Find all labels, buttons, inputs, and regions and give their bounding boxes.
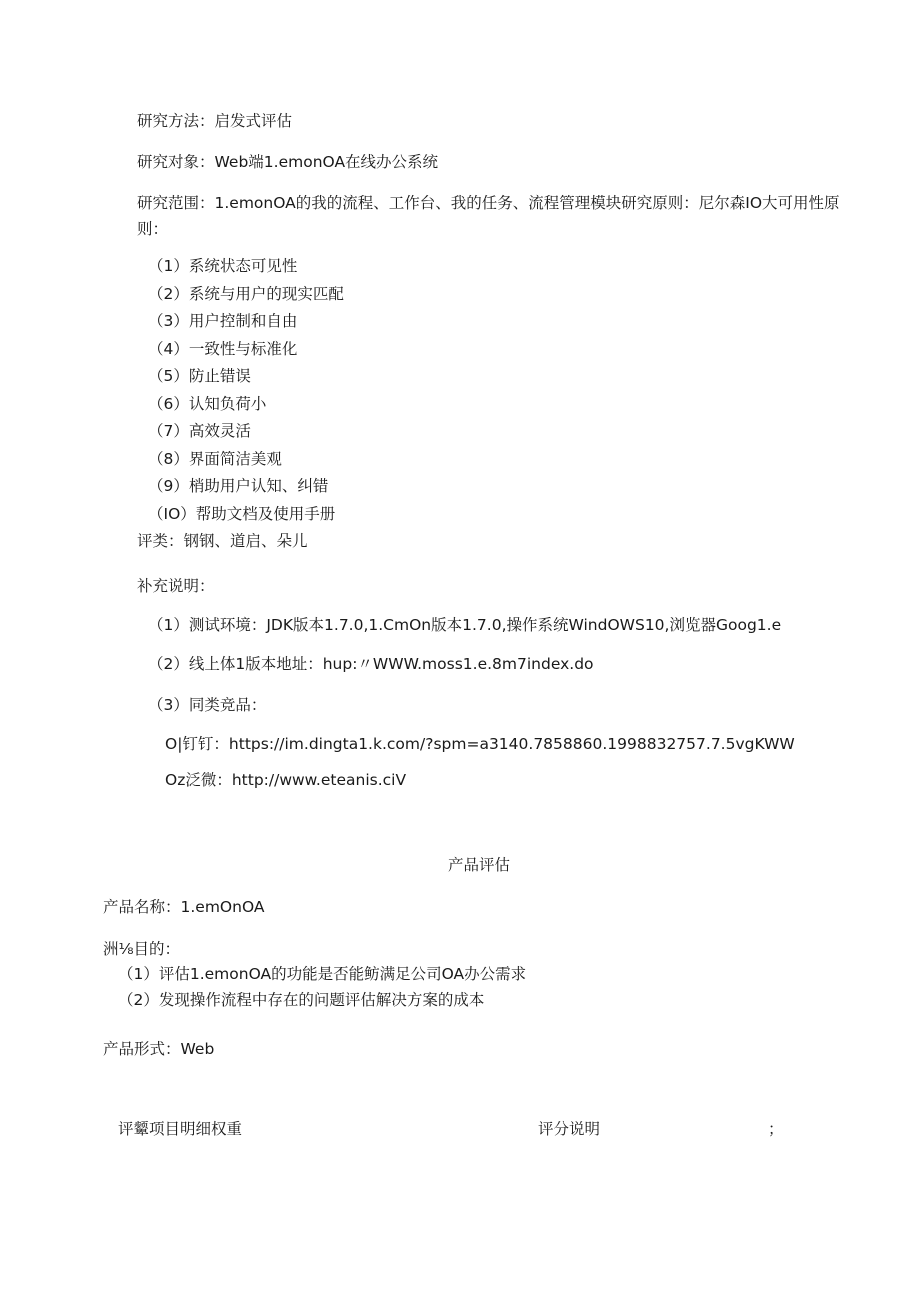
product-name: 产品名称：1.emOnOA [103, 898, 265, 916]
principle-item: （5）防止错误 [148, 367, 251, 385]
supplement-title: 补充说明： [137, 577, 215, 595]
research-scope: 研究范围：1.emonOA的我的流程、工作台、我的任务、流程管理模块研究原则：尼尔森IO大可用性原则： [137, 194, 840, 238]
principle-item: （8）界面简洁美观 [148, 450, 282, 468]
competitor-dingtalk: O|钉钉：https://im.dingta1.k.com/?spm=a3140.7858860.1998832757.7.5vgKWW [165, 735, 795, 753]
table-header-items: 评颦项目明细权重 [118, 1120, 243, 1138]
principle-item: （7）高效灵活 [148, 422, 251, 440]
principle-item: （2）系统与用户的现实匹配 [148, 285, 344, 303]
section-heading: 产品评估 [448, 856, 511, 874]
principle-item: （IO）帮助文档及使用手册 [148, 505, 336, 523]
product-form: 产品形式：Web [103, 1040, 215, 1058]
reviewers: 评类：钢钢、道启、朵儿 [137, 532, 308, 550]
research-target: 研究对象：Web端1.emonOA在线办公系统 [137, 153, 439, 171]
principle-item: （9）梢助用户认知、纠错 [148, 477, 329, 495]
purpose-title: 洲⅛目的： [103, 940, 181, 958]
research-method: 研究方法：启发式评估 [137, 112, 293, 130]
competitors-title: （3）同类竞品： [148, 696, 267, 714]
table-header-mark: ； [768, 1120, 784, 1138]
supplement-address: （2）线上体1版本地址：hup:〃WWW.moss1.e.8m7index.do [148, 655, 594, 673]
principle-item: （4）一致性与标准化 [148, 340, 298, 358]
principle-item: （1）系统状态可见性 [148, 257, 298, 275]
principle-item: （6）认知负荷小 [148, 395, 267, 413]
purpose-item: （2）发现操作流程中存在的问题评估解决方案的成本 [118, 991, 485, 1009]
supplement-env: （1）测试环境：JDK版本1.7.0,1.CmOn版本1.7.0,操作系统WindOWS10,浏览器Goog1.e [148, 616, 782, 634]
competitor-weaver: Oz泛微：http://www.eteanis.ciV [165, 771, 407, 789]
purpose-item: （1）评估1.emonOA的功能是否能鲂满足公司OA办公需求 [118, 965, 527, 983]
table-header-description: 评分说明 [538, 1120, 601, 1138]
principle-item: （3）用户控制和自由 [148, 312, 298, 330]
